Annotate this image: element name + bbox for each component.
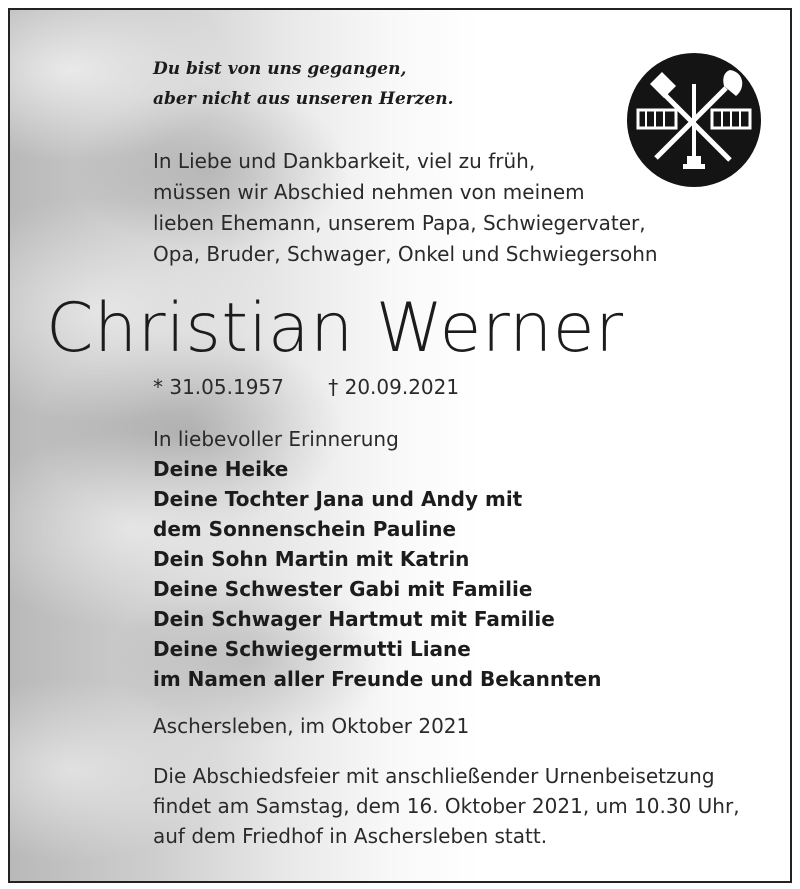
mourner-entry: Deine Schwester Gabi mit Familie (153, 577, 533, 601)
mourner-entry: dem Sonnenschein Pauline (153, 517, 457, 541)
mourner-entry: Deine Schwiegermutti Liane (153, 637, 471, 661)
quote-line: Du bist von uns gegangen, (153, 59, 407, 79)
deceased-name: Christian Werner (46, 289, 624, 368)
intro-line: In Liebe und Dankbarkeit, viel zu früh, (153, 149, 536, 173)
remembrance-heading: In liebevoller Erinnerung (153, 427, 399, 451)
intro-line: Opa, Bruder, Schwager, Onkel und Schwiegersohn (153, 242, 658, 266)
funeral-info (153, 761, 740, 851)
funeral-line: Die Abschiedsfeier mit anschließender Urnenbeisetzung (153, 764, 715, 788)
mourner-entry: Deine Heike (153, 457, 289, 481)
mourners-list (153, 454, 601, 694)
intro-line: lieben Ehemann, unserem Papa, Schwiegervater, (153, 211, 646, 235)
memorial-quote (153, 54, 454, 114)
intro-line: müssen wir Abschied nehmen von meinem (153, 180, 585, 204)
birth-date: * 31.05.1957 (153, 375, 284, 399)
obituary-notice (8, 8, 792, 883)
life-dates (153, 372, 459, 402)
place-date: Aschersleben, im Oktober 2021 (153, 714, 470, 738)
funeral-line: auf dem Friedhof in Aschersleben statt. (153, 824, 548, 848)
funeral-line: findet am Samstag, dem 16. Oktober 2021, um 10.30 Uhr, (153, 794, 740, 818)
mourner-entry: Deine Tochter Jana und Andy mit (153, 487, 523, 511)
mourner-entry: im Namen aller Freunde und Bekannten (153, 667, 602, 691)
quote-line: aber nicht aus unseren Herzen. (153, 89, 454, 109)
mourner-entry: Dein Schwager Hartmut mit Familie (153, 607, 555, 631)
mourner-entry: Dein Sohn Martin mit Katrin (153, 547, 470, 571)
death-date: † 20.09.2021 (328, 375, 460, 399)
intro-text (153, 146, 658, 270)
